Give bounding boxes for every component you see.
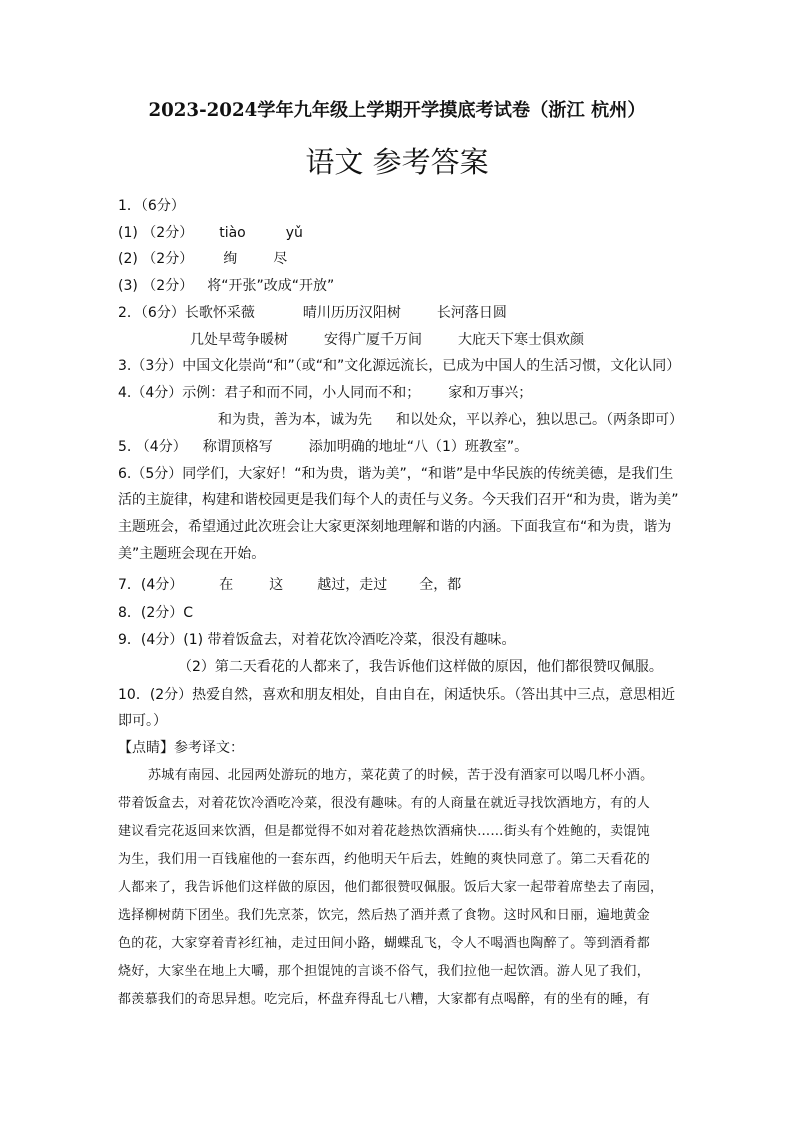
q7-answer-a: 在 [219, 577, 234, 593]
q9-line-2: （2）第二天看花的人都来了，我告诉他们这样做的原因，他们都很赞叹佩服。 [178, 659, 663, 675]
q1-3-label: (3) （2分） [118, 278, 194, 294]
translation-line-8: 烧好，大家坐在地上大嚼，那个担馄饨的言谈不俗气，我们拉他一起饮酒。游人见了我们， [118, 964, 651, 979]
q6-line-3: 主题班会，希望通过此次班会让大家更深刻地理解和谐的内涵。下面我宣布“和为贵，谐为 [118, 519, 672, 535]
q1-1-answer-a: tiào [219, 225, 246, 241]
q2-part-f: 大庇天下寒士俱欢颜 [458, 332, 584, 348]
q2-part-e: 安得广厦千万间 [324, 332, 422, 348]
q1-heading: 1．（6分） [118, 198, 185, 214]
q4-line-2 [218, 410, 683, 430]
q3-line: 3.（3分）中国文化崇尚“和”（或“和”文化源远流长，已成为中国人的生活习惯，文化认同） [118, 358, 681, 374]
q2-part-d: 几处早莺争暖树 [190, 332, 288, 348]
q4-part-b: 家和万事兴； [448, 385, 533, 401]
q2-line-2 [190, 330, 584, 350]
q4-part-d: 和以处众，平以养心，独以思己。（两条即可） [396, 412, 683, 428]
translation-line-9: 都羡慕我们的奇思异想。吃完后，杯盘弃得乱七八糟，大家都有点喝醉，有的坐有的睡，有 [118, 992, 651, 1007]
q1-2-answer-a: 绚 [223, 251, 238, 267]
q4-part-c: 和为贵，善为本，诚为先 [218, 412, 372, 428]
q7-label: 7．(4分） [118, 577, 184, 593]
q1-line-3 [118, 276, 334, 296]
document-title: 2023-2024学年九年级上学期开学摸底考试卷（浙江 杭州） [148, 100, 646, 121]
q7-answer-d: 全，都 [419, 577, 462, 593]
q1-1-label: (1) （2分） [118, 225, 194, 241]
q6-line-1: 6.（5分）同学们，大家好！“和为贵，谐为美”，“和谐”是中华民族的传统美德，是我们生 [118, 466, 674, 482]
q1-2-label: (2) （2分） [118, 251, 194, 267]
q8-line: 8．(2分）C [118, 605, 194, 621]
translation-line-2: 带着饭盒去，对着花饮冷酒吃冷菜，很没有趣味。有的人商量在就近寻找饮酒地方，有的人 [118, 796, 651, 811]
q2-part-a: 2．（6分）长歌怀采薇 [118, 305, 255, 321]
translation-line-3: 建议看完花返回来饮酒，但是都觉得不如对着花趁热饮酒痛快……街头有个姓鲍的，卖馄饨 [118, 824, 651, 839]
q6-line-4: 美”主题班会现在开始。 [118, 546, 266, 562]
translation-line-4: 为生，我们用一百钱雇他的一套东西，约他明天午后去，姓鲍的爽快同意了。第二天看花的 [118, 852, 651, 867]
q1-line-2 [118, 249, 287, 269]
q5-answer-b: 添加明确的地址“八（1）班教室”。 [308, 439, 529, 455]
comment-label: 【点睛】参考译文： [118, 740, 244, 756]
q1-line-1 [118, 223, 303, 243]
document-subtitle: 语文 参考答案 [305, 145, 489, 179]
translation-line-1: 苏城有南园、北园两处游玩的地方，菜花黄了的时候，苦于没有酒家可以喝几杯小酒。 [148, 768, 654, 783]
q1-2-answer-b: 尽 [273, 251, 288, 267]
q7-line [118, 575, 461, 595]
translation-line-7: 色的花，大家穿着青衫红袖，走过田间小路，蝴蝶乱飞，令人不喝酒也陶醉了。等到酒肴都 [118, 936, 651, 951]
q2-part-b: 晴川历历汉阳树 [302, 305, 401, 321]
q7-answer-c: 越过，走过 [317, 577, 388, 593]
q9-line-1: 9．(4分）(1) 带着饭盒去，对着花饮冷酒吃冷菜，很没有趣味。 [118, 632, 516, 648]
q5-line [118, 437, 528, 457]
translation-line-5: 人都来了，我告诉他们这样做的原因，他们都很赞叹佩服。饭后大家一起带着席垫去了南园， [118, 880, 664, 895]
q5-answer-a: 称谓顶格写 [202, 439, 273, 455]
q1-3-answer: 将“开张”改成“开放” [207, 278, 335, 294]
q10-line-1: 10．(2分）热爱自然，喜欢和朋友相处，自由自在，闲适快乐。（答出其中三点，意思相近 [118, 687, 676, 703]
q10-line-2: 即可。） [118, 713, 167, 729]
q5-label: 5. （4分） [118, 439, 187, 455]
q4-line-1 [118, 383, 532, 403]
translation-line-6: 选择柳树荫下团坐。我们先烹茶，饮完，然后热了酒并煮了食物。这时风和日丽，遍地黄金 [118, 908, 651, 923]
q4-part-a: 4.（4分）示例：君子和而不同，小人同而不和； [118, 385, 421, 401]
q7-answer-b: 这 [269, 577, 284, 593]
q2-part-c: 长河落日圆 [436, 305, 507, 321]
q1-1-answer-b: yǔ [285, 225, 303, 241]
q2-line-1 [118, 303, 507, 323]
q6-line-2: 活的主旋律，构建和谐校园更是我们每个人的责任与义务。今天我们召开“和为贵，谐为美” [118, 492, 679, 508]
